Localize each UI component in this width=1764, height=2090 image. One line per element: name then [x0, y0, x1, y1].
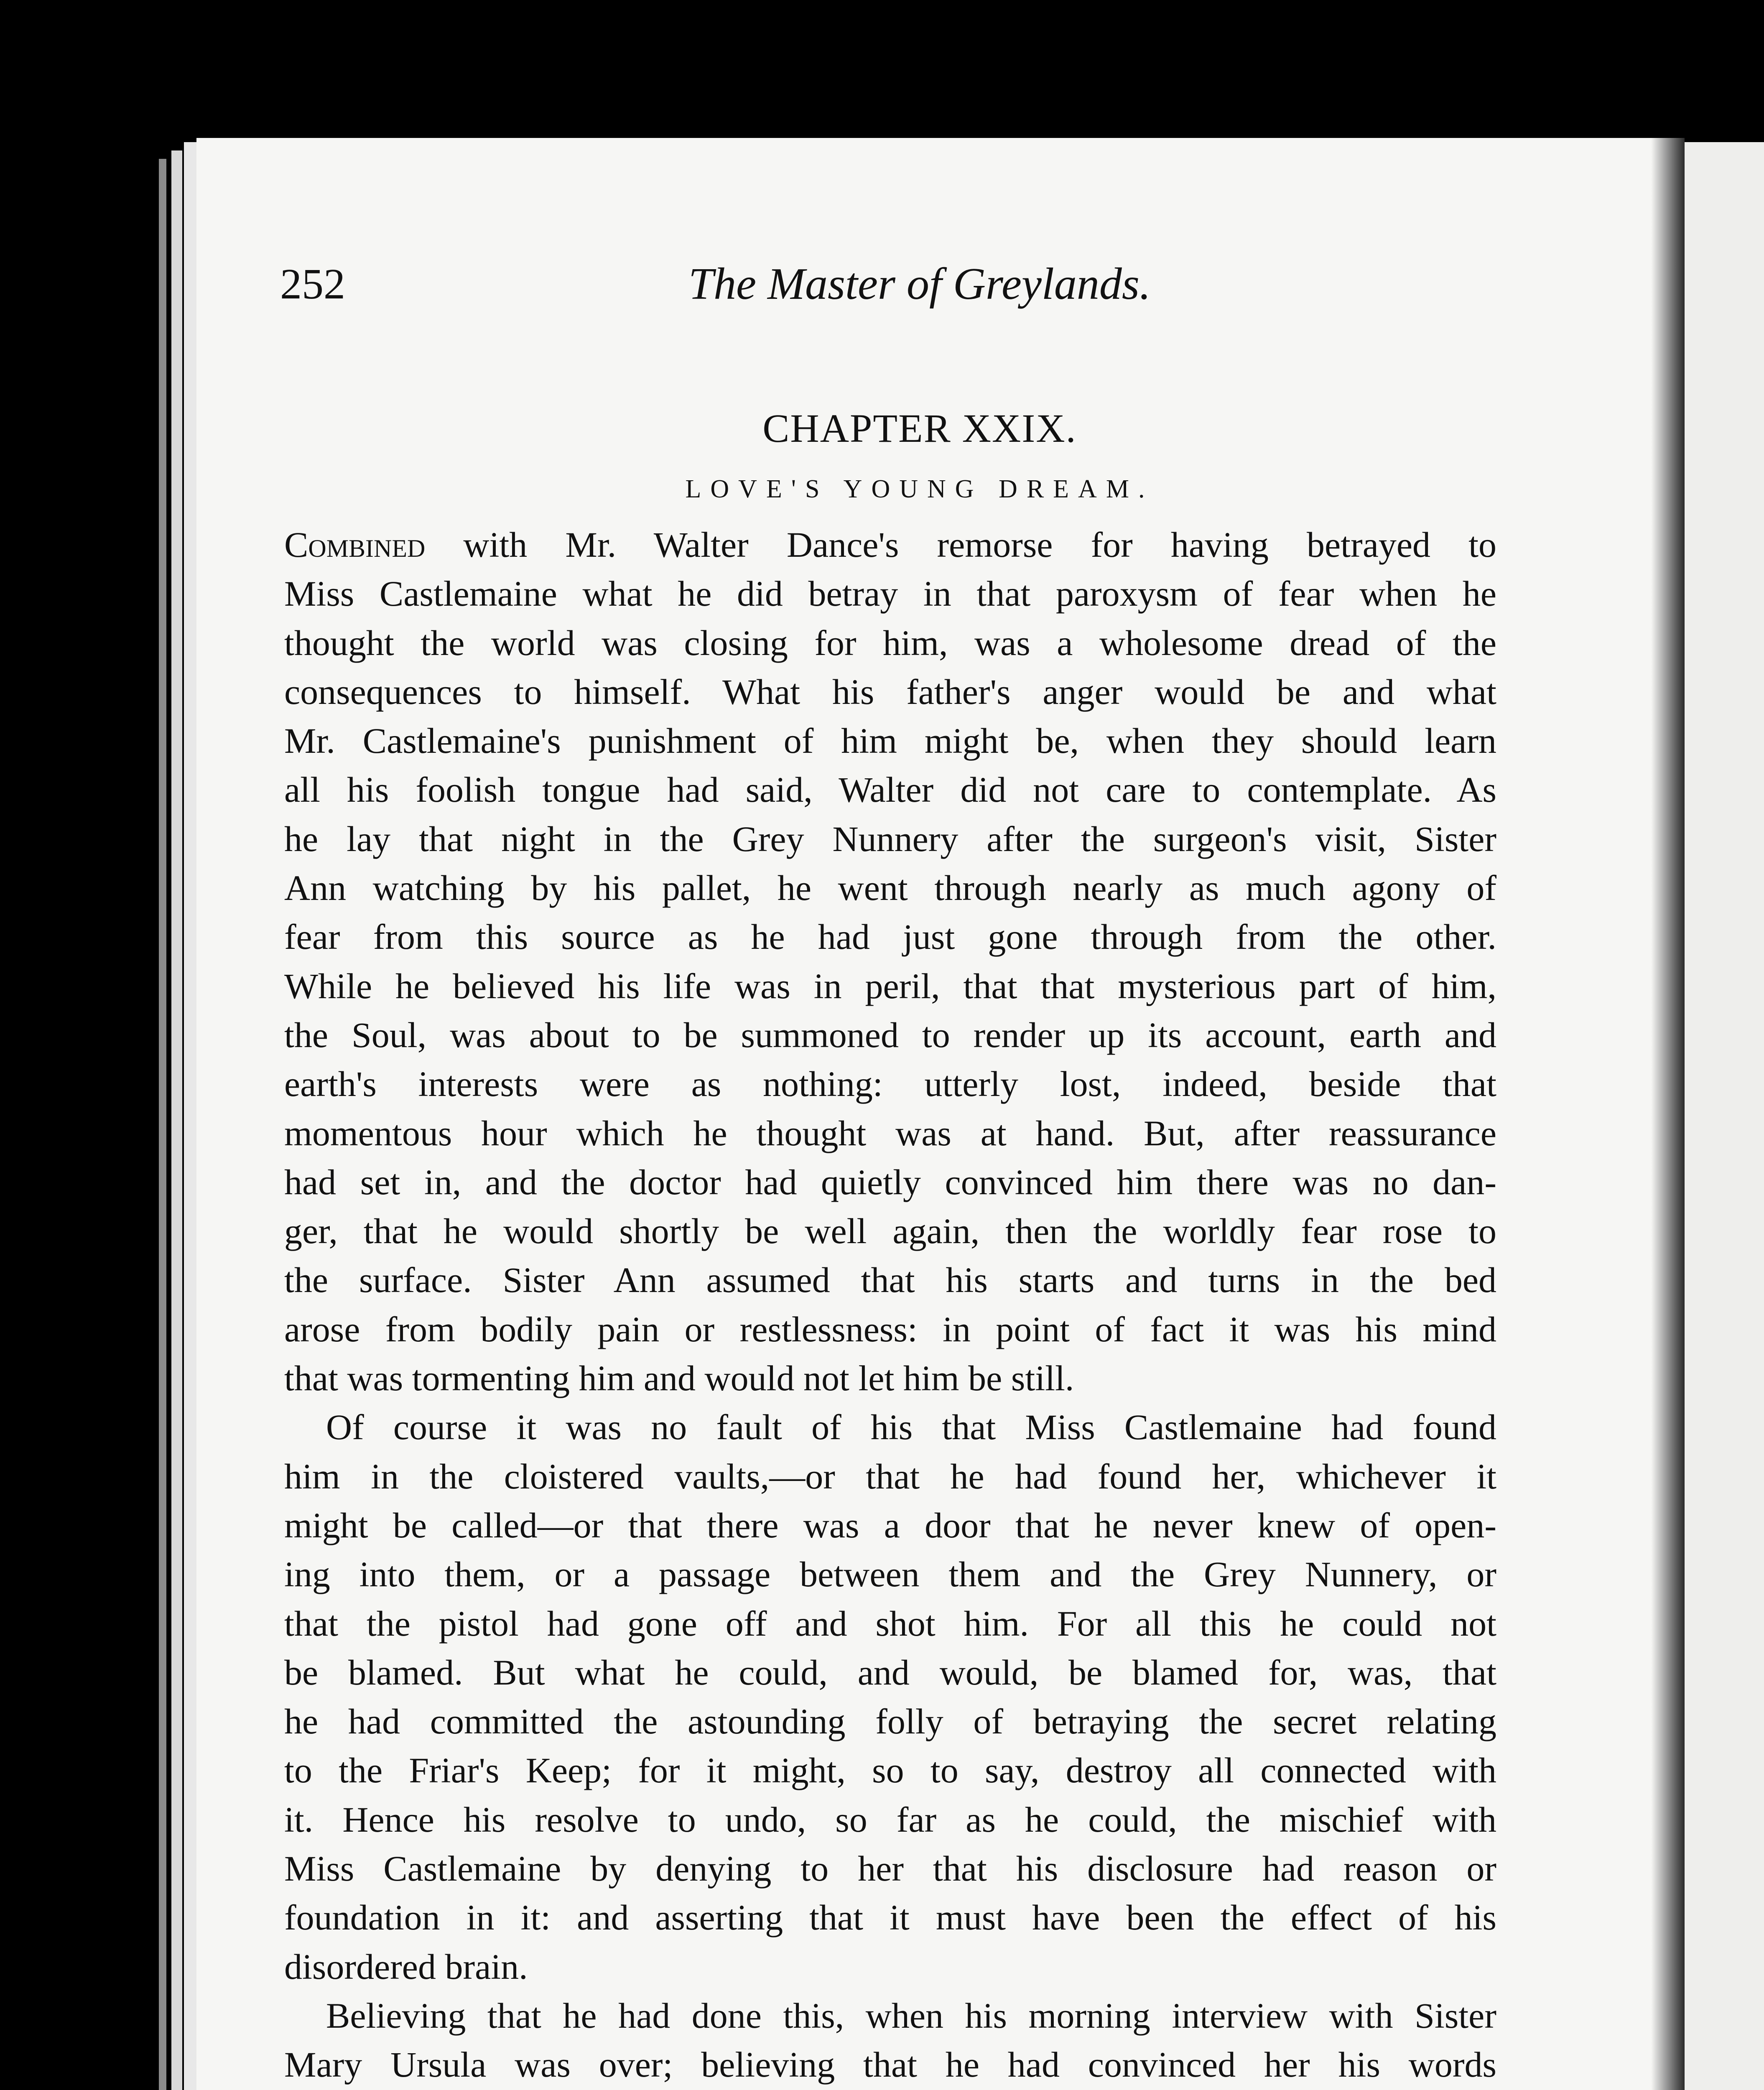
text-line: him in the cloistered vaults,—or that he had found her, whichever it [284, 1456, 1496, 1496]
drop-lead-word: Combined [284, 525, 426, 565]
text-line: to the Friar's Keep; for it might, so to say, destroy all connected with [284, 1750, 1496, 1791]
text-line: Believing that he had done this, when his morning interview with Sister [326, 1995, 1496, 2036]
text-line: foundation in it: and asserting that it must have been the effect of his [284, 1897, 1496, 1938]
chapter-heading: CHAPTER XXIX. [762, 406, 1077, 451]
text-line: arose from bodily pain or restlessness: in point of fact it was his mind [284, 1309, 1496, 1349]
text-line: ing into them, or a passage between them and the Grey Nunnery, or [284, 1554, 1496, 1595]
text-line: had set in, and the doctor had quietly convinced him there was no dan- [284, 1162, 1496, 1202]
text-line: fear from this source as he had just gone through from the other. [284, 917, 1496, 957]
text-line: disordered brain. [284, 1946, 528, 1987]
running-title: The Master of Greylands. [688, 259, 1151, 309]
page-stack-edge [159, 159, 166, 2090]
text-line: thought the world was closing for him, was a wholesome dread of the [284, 622, 1496, 663]
facing-page-edge [1685, 142, 1764, 2090]
page-number: 252 [280, 260, 345, 308]
text-line: he had committed the astounding folly of betraying the secret relating [284, 1701, 1496, 1742]
running-header [280, 255, 1559, 314]
paragraph [284, 520, 1496, 1403]
page-stack-edge [171, 150, 182, 2090]
text-line: Mr. Castlemaine's punishment of him might be, when they should learn [284, 721, 1496, 761]
text-line: Mary Ursula was over; believing that he had convinced her his words [284, 2044, 1496, 2085]
paragraph [284, 1991, 1496, 2090]
text-line: consequences to himself. What his father's anger would be and what [284, 671, 1496, 712]
text-line: momentous hour which he thought was at hand. But, after reassurance [284, 1113, 1496, 1153]
text-line: that was tormenting him and would not let him be still. [284, 1358, 1074, 1399]
chapter-subtitle: LOVE'S YOUNG DREAM. [685, 475, 1154, 503]
page-gutter-shadow [1651, 138, 1685, 2090]
text-line: might be called—or that there was a door that he never knew of open- [284, 1505, 1496, 1545]
text-line: ger, that he would shortly be well again, then the worldly fear rose to [284, 1211, 1496, 1251]
paragraph [284, 1403, 1496, 1991]
text-line: While he believed his life was in peril, that that mysterious part of him, [284, 966, 1496, 1006]
text-line: Miss Castlemaine by denying to her that his disclosure had reason or [284, 1848, 1496, 1889]
text-line: that the pistol had gone off and shot him. For all this he could not [284, 1603, 1496, 1644]
text-line: he lay that night in the Grey Nunnery after the surgeon's visit, Sister [284, 818, 1496, 859]
text-line: the surface. Sister Ann assumed that his starts and turns in the bed [284, 1260, 1496, 1300]
text-line: Ann watching by his pallet, he went through nearly as much agony of [284, 868, 1496, 908]
page-stack-edge [184, 142, 196, 2090]
text-line: earth's interests were as nothing: utterly lost, indeed, beside that [284, 1064, 1496, 1104]
text-line: Of course it was no fault of his that Miss Castlemaine had found [326, 1407, 1496, 1448]
text-line: Miss Castlemaine what he did betray in that paroxysm of fear when he [284, 573, 1496, 614]
text-line: the Soul, was about to be summoned to render up its account, earth and [284, 1014, 1496, 1055]
text-line: it. Hence his resolve to undo, so far as he could, the mischief with [284, 1799, 1496, 1840]
body-text [284, 520, 1496, 2090]
text-line: be blamed. But what he could, and would, be blamed for, was, that [284, 1652, 1496, 1692]
text-line: all his foolish tongue had said, Walter did not care to contemplate. As [284, 770, 1496, 810]
text-line: Combined with Mr. Walter Dance's remorse for having betrayed to [284, 525, 1496, 565]
